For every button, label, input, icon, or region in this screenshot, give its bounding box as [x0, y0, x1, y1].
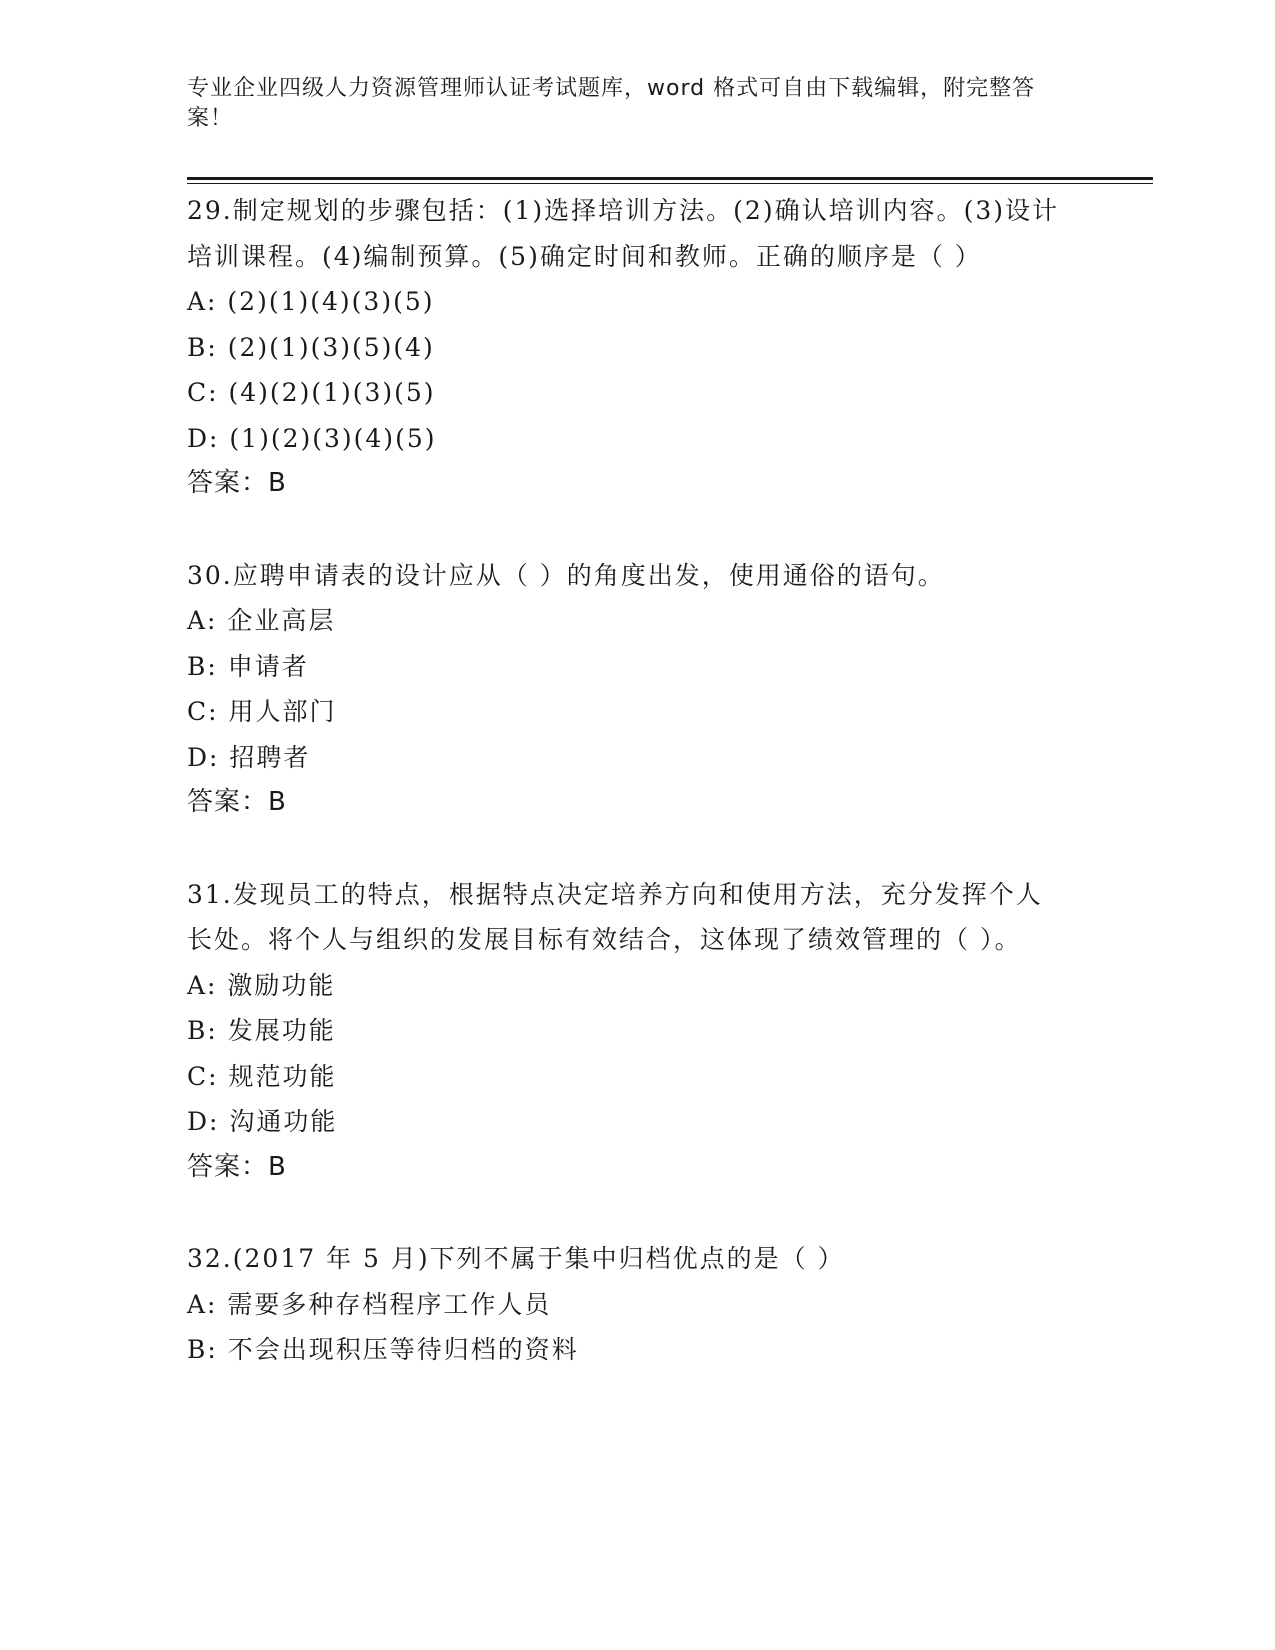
spacer: [187, 1190, 1087, 1236]
option-b: B: 发展功能: [187, 1016, 336, 1045]
option-a: A: 激励功能: [187, 970, 336, 1000]
spacer: [187, 507, 1087, 553]
question-text: 30.应聘申请表的设计应从（ ）的角度出发，使用通俗的语句。: [187, 560, 945, 590]
option-b: B: 申请者: [187, 651, 309, 681]
question-31: [187, 872, 1087, 1191]
option-b: B: 不会出现积压等待归档的资料: [187, 1335, 579, 1364]
option-c: C: (4)(2)(1)(3)(5): [187, 378, 436, 407]
answer: 答案：B: [187, 468, 287, 498]
answer: 答案：B: [187, 787, 287, 817]
option-a: A: 企业高层: [187, 606, 336, 635]
question-text: 31.发现员工的特点，根据特点决定培养方向和使用方法，充分发挥个人长处。将个人与组织的发展目标有效结合，这体现了绩效管理的（ ）。: [187, 879, 1043, 954]
page-header: 专业企业四级人力资源管理师认证考试题库，word 格式可自由下载编辑，附完整答案！: [187, 76, 1036, 131]
question-list: [187, 188, 1087, 1373]
question-text: 29.制定规划的步骤包括：(1)选择培训方法。(2)确认培训内容。(3)设计培训课程。(4)编制预算。(5)确定时间和教师。正确的顺序是（ ）: [187, 196, 1059, 271]
option-c: C: 规范功能: [187, 1061, 337, 1091]
option-a: A: (2)(1)(4)(3)(5): [187, 287, 435, 316]
option-c: C: 用人部门: [187, 697, 337, 726]
header-divider-thick: [187, 177, 1153, 180]
question-30: [187, 553, 1087, 826]
question-text: 32.(2017 年 5 月)下列不属于集中归档优点的是（ ）: [187, 1244, 845, 1273]
header-divider-thin: [187, 183, 1153, 184]
question-29: [187, 188, 1087, 507]
option-d: D: 招聘者: [187, 742, 311, 772]
option-b: B: (2)(1)(3)(5)(4): [187, 332, 435, 362]
option-d: D: (1)(2)(3)(4)(5): [187, 423, 437, 453]
spacer: [187, 826, 1087, 872]
answer: 答案：B: [187, 1151, 287, 1182]
option-a: A: 需要多种存档程序工作人员: [187, 1289, 552, 1319]
option-d: D: 沟通功能: [187, 1107, 338, 1136]
question-32: [187, 1236, 1087, 1373]
